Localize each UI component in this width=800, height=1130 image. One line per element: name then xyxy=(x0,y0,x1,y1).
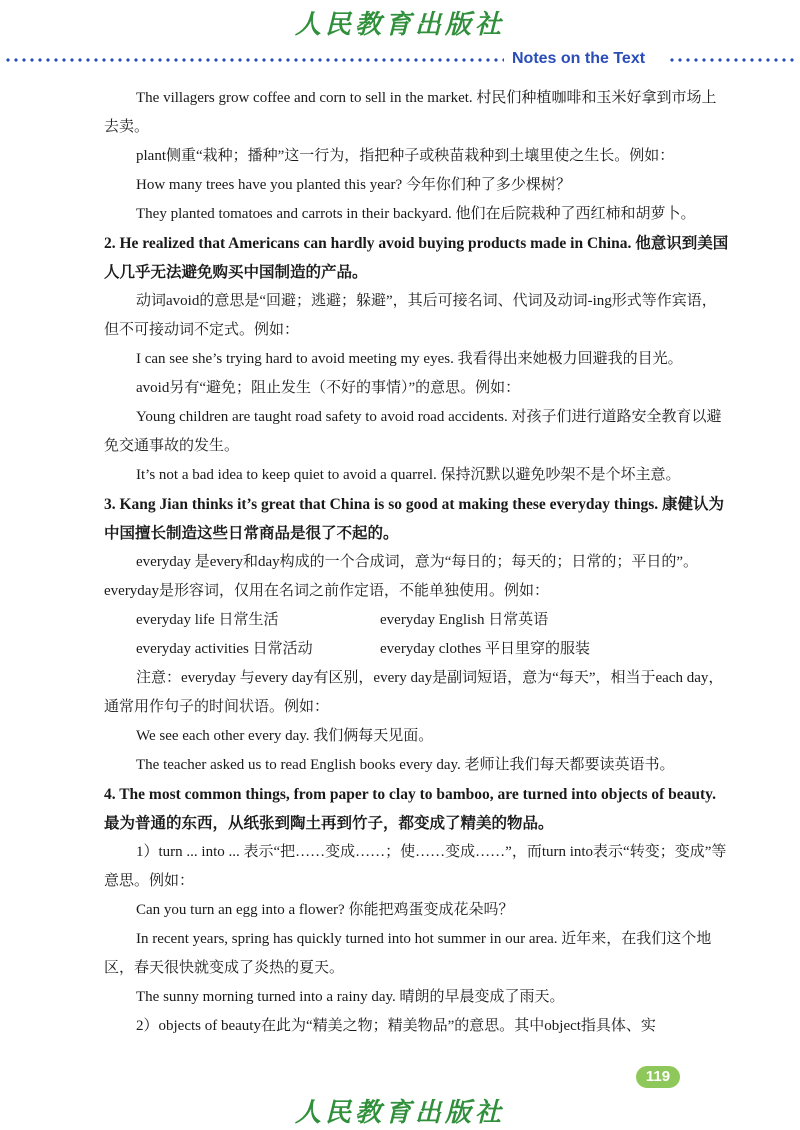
example-sentence: Can you turn an egg into a flower? 你能把鸡蛋变成花朵吗？ xyxy=(136,902,514,918)
paragraph: avoid另有“避免；阻止发生（不好的事情）”的意思。例如： xyxy=(136,380,521,396)
paragraph: 1）turn ... into ... 表示“把……变成……；使……变成……”，而turn into表示“转变；变成”等意思。例如： xyxy=(104,844,727,889)
note-heading-2: 2. He realized that Americans can hardly avoid buying products made in China. 他意识到美国人几乎无法避免购买中国制造的产品。 xyxy=(104,235,729,281)
phrase-pair-row xyxy=(104,606,730,635)
paragraph: everyday 是every和day构成的一个合成词，意为“每日的；每天的；日常的；平日的”。everyday是形容词，仅用在名词之前作定语，不能单独使用。例如： xyxy=(104,554,699,599)
publisher-watermark-top: 人民教育出版社 xyxy=(294,10,505,40)
paragraph: 动词avoid的意思是“回避；逃避；躲避”，其后可接名词、代词及动词-ing形式等作宾语，但不可接动词不定式。例如： xyxy=(104,293,717,338)
example-sentence: We see each other every day. 我们俩每天见面。 xyxy=(136,728,434,744)
paragraph: 注意：everyday 与every day有区别，every day是副词短语，意为“每天”，相当于each day，通常用作句子的时间状语。例如： xyxy=(104,670,724,715)
phrase-pair-row xyxy=(104,635,730,664)
phrase-example: everyday life 日常生活 xyxy=(136,612,279,628)
example-sentence: The sunny morning turned into a rainy day. 晴朗的早晨变成了雨天。 xyxy=(136,989,565,1005)
note-heading-3: 3. Kang Jian thinks it’s great that China is so good at making these everyday things. 康健认为中国擅长制造这些日常商品是很了不起的。 xyxy=(104,496,725,542)
phrase-example: everyday clothes 平日里穿的服装 xyxy=(380,641,590,657)
example-sentence: How many trees have you planted this year? 今年你们种了多少棵树？ xyxy=(136,177,571,193)
example-sentence: It’s not a bad idea to keep quiet to avoid a quarrel. 保持沉默以避免吵架不是个坏主意。 xyxy=(136,467,681,483)
paragraph: 2）objects of beauty在此为“精美之物；精美物品”的意思。其中object指具体、实 xyxy=(136,1018,656,1034)
header-dots-right xyxy=(668,58,796,62)
header-title: Notes on the Text xyxy=(512,50,646,67)
paragraph: plant侧重“栽种；播种”这一行为，指把种子或秧苗栽种到土壤里使之生长。例如： xyxy=(136,148,675,164)
notes-body xyxy=(104,84,730,1041)
note-heading-4: 4. The most common things, from paper to clay to bamboo, are turned into objects of beauty. 最为普通的东西，从纸张到陶土再到竹子，都变成了精美的物品。 xyxy=(104,786,716,832)
example-sentence: The teacher asked us to read English books every day. 老师让我们每天都要读英语书。 xyxy=(136,757,675,773)
phrase-example: everyday English 日常英语 xyxy=(380,612,549,628)
page-number-badge: 119 xyxy=(636,1066,680,1088)
publisher-watermark-bottom: 人民教育出版社 xyxy=(294,1098,505,1128)
example-sentence: Young children are taught road safety to avoid road accidents. 对孩子们进行道路安全教育以避免交通事故的发生。 xyxy=(104,409,722,454)
phrase-example: everyday activities 日常活动 xyxy=(136,641,313,657)
paragraph: The villagers grow coffee and corn to sell in the market. 村民们种植咖啡和玉米好拿到市场上去卖。 xyxy=(104,90,717,135)
header-dots-left xyxy=(4,58,504,62)
example-sentence: I can see she’s trying hard to avoid meeting my eyes. 我看得出来她极力回避我的目光。 xyxy=(136,351,683,367)
section-header xyxy=(0,48,800,70)
example-sentence: In recent years, spring has quickly turned into hot summer in our area. 近年来，在我们这个地区，春天很快就变成了炎热的夏天。 xyxy=(104,931,712,976)
example-sentence: They planted tomatoes and carrots in their backyard. 他们在后院栽种了西红柿和胡萝卜。 xyxy=(136,206,696,222)
